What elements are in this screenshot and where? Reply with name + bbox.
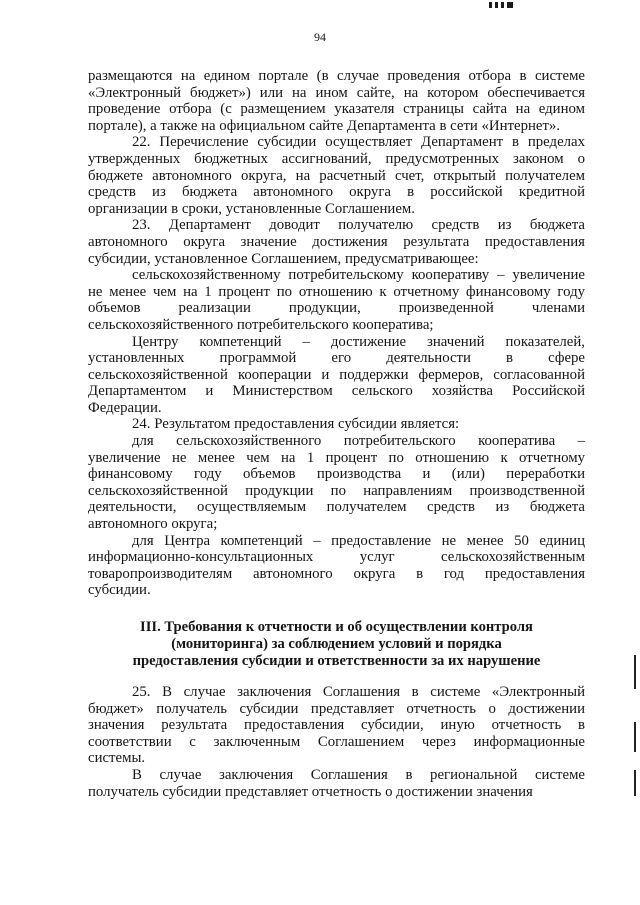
text-line: 22. Перечисление субсидии осуществляет Департамент в пределах xyxy=(132,134,585,151)
text-line: проведение отбора (с размещением указателя страницы сайта на едином xyxy=(88,101,585,118)
text-line: размещаются на едином портале (в случае проведения отбора в системе xyxy=(88,68,585,84)
text-line: Департаментом и Министерством сельского хозяйства Российской xyxy=(88,383,585,400)
paragraph xyxy=(88,217,585,267)
text-line: В случае заключения Соглашения в региональной системе xyxy=(132,766,585,783)
text-line: средств из бюджета автономного округа в российской кредитной xyxy=(88,184,585,201)
text-line: бюджет» получатель субсидии представляет отчетность о достижении xyxy=(88,700,585,717)
text-line: 25. В случае заключения Соглашения в системе «Электронный xyxy=(132,684,585,700)
page-number: 94 xyxy=(314,30,326,44)
text-line: «Электронный бюджет») или на ином сайте, на котором обеспечивается xyxy=(88,84,585,101)
text-line: субсидии, установленное Соглашением, предусматривающее: xyxy=(88,250,479,267)
text-line: организации в сроки, установленные Соглашением. xyxy=(88,200,415,217)
text-line: для Центра компетенций – предоставление не менее 50 единиц xyxy=(132,532,585,549)
scan-corner-mark xyxy=(487,2,517,8)
text-line: финансовому году объемов производства и (или) переработки xyxy=(88,466,585,483)
text-line: соответствии с заключенным Соглашением через информационные xyxy=(88,733,585,750)
paragraph xyxy=(88,68,585,134)
paragraph xyxy=(88,334,585,417)
paragraph xyxy=(88,533,585,599)
text-line: получатель субсидии представляет отчетность о достижении значения xyxy=(88,783,533,800)
text-line: портале), а также на официальном сайте Департамента в сети «Интернет». xyxy=(88,117,561,134)
text-line: Федерации. xyxy=(88,399,162,416)
text-line: субсидии. xyxy=(88,582,151,599)
text-line: не менее чем на 1 процент по отношению к отчетному финансовому году xyxy=(88,283,585,300)
paragraph xyxy=(88,433,585,533)
text-line: системы. xyxy=(88,750,146,767)
text-line: значения результата предоставления субсидии, иную отчетность в xyxy=(88,717,585,734)
text-line: 24. Результатом предоставления субсидии является: xyxy=(132,416,460,433)
text-line: товаропроизводителям автономного округа в год предоставления xyxy=(88,565,585,582)
section-heading xyxy=(88,619,585,670)
paragraph xyxy=(88,416,585,433)
text-line: автономного округа значение достижения результата предоставления xyxy=(88,233,585,250)
body-text-after xyxy=(88,684,585,800)
scan-edge-mark xyxy=(634,655,636,689)
text-line: объемов реализации продукции, произведенной членами xyxy=(88,300,585,317)
text-line: деятельности, осуществляемым получателем средств из бюджета xyxy=(88,499,585,516)
text-line: увеличение не менее чем на 1 процент по отношению к отчетному xyxy=(88,449,585,466)
paragraph xyxy=(88,134,585,217)
text-line: сельскохозяйственного потребительского кооператива; xyxy=(88,316,434,333)
section-heading-line: (мониторинга) за соблюдением условий и порядка xyxy=(171,636,502,652)
section-heading-line: предоставления субсидии и ответственности за их нарушение xyxy=(132,653,541,669)
text-line: для сельскохозяйственного потребительского кооператива – xyxy=(132,433,585,450)
text-line: установленных программой его деятельности в сфере xyxy=(88,350,585,367)
text-line: утвержденных бюджетных ассигнований, предусмотренных законом о xyxy=(88,150,585,167)
scan-edge-mark xyxy=(634,722,636,752)
section-heading-line: III. Требования к отчетности и об осуществлении контроля xyxy=(140,619,533,635)
document-body xyxy=(88,68,585,800)
body-text-before xyxy=(88,68,585,599)
scan-edge-mark xyxy=(634,770,636,796)
text-line: автономного округа; xyxy=(88,516,218,533)
text-line: 23. Департамент доводит получателю средств из бюджета xyxy=(132,217,585,234)
paragraph xyxy=(88,767,585,800)
text-line: сельскохозяйственной продукции по направлениям производственной xyxy=(88,482,585,499)
paragraph xyxy=(88,267,585,333)
text-line: информационно-консультационных услуг сельскохозяйственным xyxy=(88,549,585,566)
text-line: сельскохозяйственной кооперации и поддержки фермеров, согласованной xyxy=(88,366,585,383)
text-line: сельскохозяйственному потребительскому кооперативу – увеличение xyxy=(132,267,585,284)
text-line: Центру компетенций – достижение значений показателей, xyxy=(132,333,585,350)
text-line: бюджете автономного округа, на расчетный счет, открытый получателем xyxy=(88,167,585,184)
paragraph xyxy=(88,684,585,767)
